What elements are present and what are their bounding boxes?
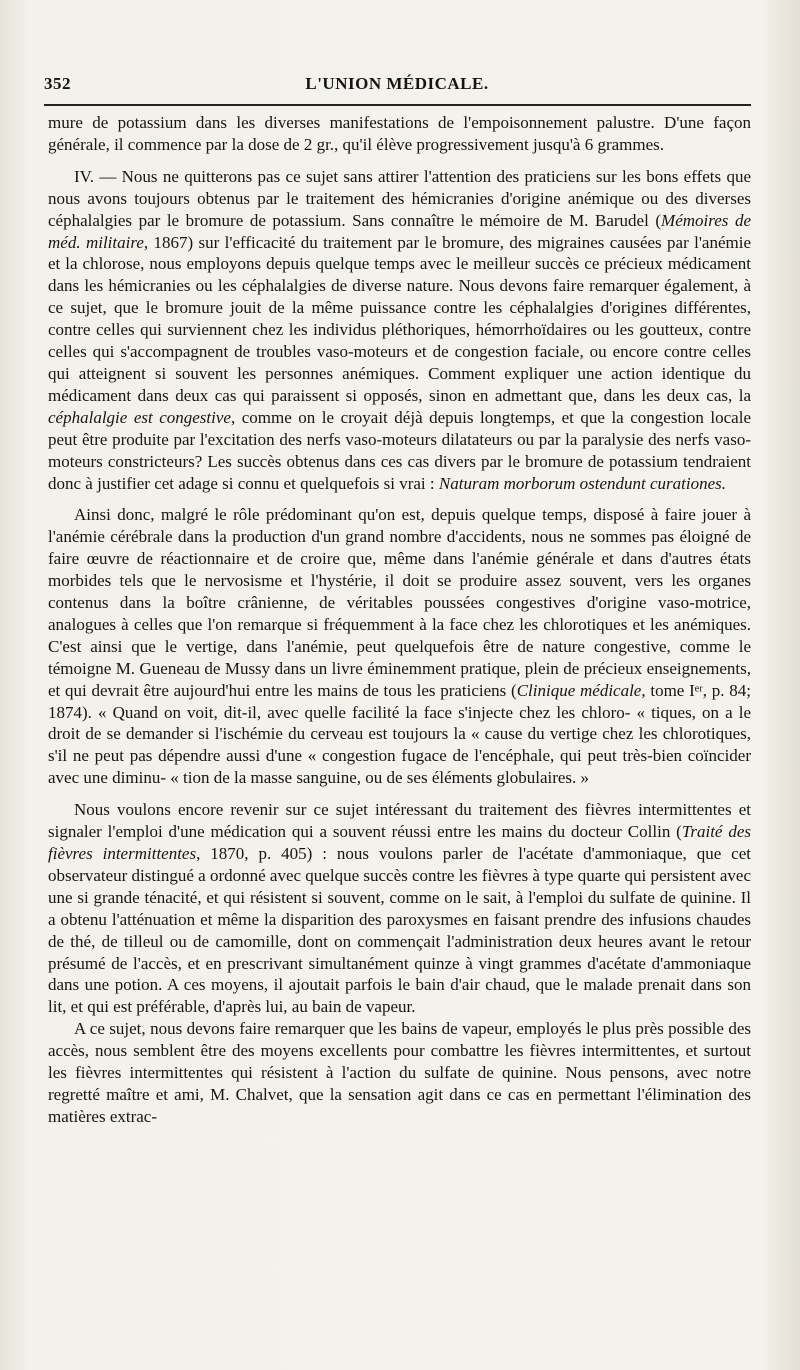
paragraph-section-iv [48,166,751,495]
paragraph-text: Nous voulons encore revenir sur ce sujet intéressant du traitement des fièvres intermittentes et signaler l'emploi d'une médication qui a souvent réussi entre les mains du docteur Collin ( [48,800,751,842]
page-header [44,74,750,100]
emphasis-italic: céphalalgie est congestive [48,407,231,427]
paragraph-text: mure de potassium dans les diverses manifestations de l'empoisonnement palustre. D'une façon générale, il commence par la dose de 2 gr., qu'il élève progressivement jusqu'à 6 grammes. [48,113,751,154]
paragraph-text: , 1870, p. 405) : nous voulons parler de l'acétate d'ammoniaque, que cet observateur distingué a ordonné avec quelque succès contre les fièvres à type quarte qui persistent avec une si grande ténacité, et qui résistent si souvent, comme on le sait, à l'emploi du sulfate de quinine. Il a obtenu l'atténuation et même la disparition des paroxysmes en faisant prendre des infusions chaudes de thé, de tilleul ou de camomille, dont on commençait l'administration deux heures avant le retour présumé de l'accès, et en prescrivant simultanément quinze à vingt grammes d'acétate d'ammoniaque dans une potion. A ces moyens, il ajoutait parfois le bain d'air chaud, que le malade prenait dans son lit, et qui est préférable, d'après lui, au bain de vapeur. [48,844,751,1017]
paragraph-fievres [48,799,751,1018]
citation-italic: Traité des fièvres intermittentes [48,822,751,863]
paragraph-anemie [48,504,751,789]
page-number: 352 [44,74,71,93]
paragraph-text: Ainsi donc, malgré le rôle prédominant qu'on est, depuis quelque temps, disposé à faire jouer à l'anémie cérébrale dans la production d'un grand nombre d'accidents, nous ne sommes pas éloigné de faire œuvre de réactionnaire et de croire que, même dans l'anémie générale et dans d'autres états morbides tels que le nervosisme et l'hystérie, il doit se produire assez souvent, vers les organes contenus dans la boître crânienne, de véritables poussées congestives d'origine vaso-motrice, analogues à celles que l'on remarque si fréquemment à la face chez les chlorotiques et les anémiques. C'est ainsi que le vertige, dans l'anémie, peut quelquefois être de nature congestive, comme le témoigne M. Gueneau de Mussy dans un livre éminemment pratique, plein de précieux enseignements, et qui devrait être aujourd'hui entre les mains de tous les praticiens ( [48,505,751,700]
paragraph-text: , comme on le croyait déjà depuis longtemps, et que la congestion locale peut être produite par l'excitation des nerfs vaso-moteurs dilatateurs ou par la paralysie des nerfs vaso-moteurs constricteurs? Les succès obtenus dans ces cas divers par le bromure de potassium tendraient donc à justifier cet adage si connu et quelquefois si vrai : [48,407,751,493]
citation-italic: Clinique médicale [516,680,642,700]
paragraph-text: A ce sujet, nous devons faire remarquer que les bains de vapeur, employés le plus près possible des accès, nous semblent être des moyens excellents pour combattre les fièvres intermittentes, et surtout les fièvres intermittentes qui résistent à l'action du sulfate de quinine. Nous pensons, avec notre regretté maître et ami, M. Chalvet, que la sensation agit dans ce cas en permettant l'élimination des matières extrac- [48,1019,751,1126]
paragraph-continuation [48,112,751,156]
citation-italic: Mémoires de méd. militaire [48,210,751,252]
header-rule [44,104,751,106]
paragraph-text: , tome Iᵉʳ, p. 84; 1874). « Quand on voit, dit-il, avec quelle facilité la face s'injecte chez les chloro- « tiques, on a le droit de se demander si l'ischémie du cerveau est toujours la « cause du vertige chez les chlorotiques, s'il ne peut pas dépendre aussi d'une « congestion fugace de l'encéphale, qui peut très-bien coïncider avec une diminu- « tion de la masse sanguine, ou de ses éléments globulaires. » [48,680,751,788]
paragraph-text: IV. — Nous ne quitterons pas ce sujet sans attirer l'attention des praticiens sur les bons effets que nous avons toujours obtenus par le traitement des hémicranies d'origine anémique ou des diverses céphalalgies par le bromure de potassium. Sans connaître le mémoire de M. Barudel ( [48,166,751,230]
running-title: L'UNION MÉDICALE. [305,74,489,93]
paragraph-text: , 1867) sur l'efficacité du traitement par le bromure, des migraines causées par l'anémie et la chlorose, nous employons depuis quelque temps avec le meilleur succès ce précieux médicament dans les hémicranies ou les céphalalgies de diverse nature. Nous devons faire remarquer également, à ce sujet, que le bromure jouit de la même puissance contre les céphalalgies d'origines différentes, contre celles qui surviennent chez les individus pléthoriques, hémorrhoïdaires ou les goutteux, contre celles qui s'accompagnent de troubles vaso-moteurs et de congestion faciale, ou encore contre celles qui atteignent si souvent les personnes anémiques. Comment expliquer une action identique du médicament dans deux cas qui paraissent si opposés, sinon en admettant que, dans les deux cas, la [48,232,751,405]
latin-adage-italic: Naturam morborum ostendunt curationes. [438,473,727,493]
body-text [48,112,751,1128]
paragraph-bains-vapeur [48,1018,751,1128]
